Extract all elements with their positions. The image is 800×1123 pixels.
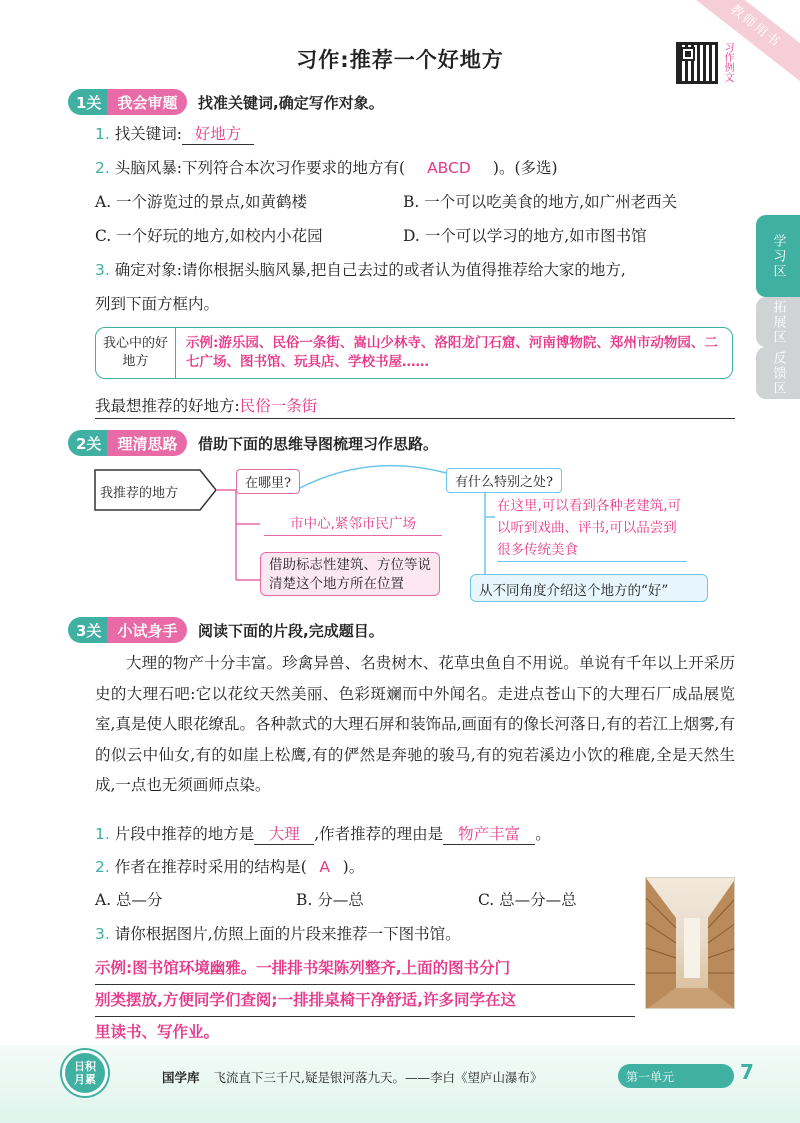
- s3-option-c: C. 总—分—总: [478, 891, 577, 909]
- favorite-places-label: 我心中的好地方: [96, 328, 176, 378]
- footer-quote-line: [162, 1068, 543, 1086]
- s1-question-2: [95, 156, 558, 178]
- s1-question-1: [95, 122, 254, 145]
- section1-label: 我会审题: [107, 89, 187, 115]
- reading-passage: 大理的物产十分丰富。珍禽异兽、名贵树木、花草虫鱼自不用说。单说有千年以上开采历史的大理石吧:它以花纹天然美丽、色彩斑斓而中外闻名。走进点苍山下的大理石厂成品展览室,真是使人眼花缭乱。各种款式的大理石屏和装饰品,画面有的像长河落日,有的若江上烟雾,有的似云中仙女,有的如崖上松鹰,有的俨然是奔驰的骏马,有的宛若溪边小饮的稚鹿,全是天然生成,一点也无须画师点染。: [95, 654, 735, 794]
- s1-option-a: A. 一个游览过的景点,如黄鹤楼: [95, 193, 307, 211]
- section1-number: 1关: [68, 89, 107, 115]
- s1-q1-answer[interactable]: 好地方: [182, 122, 254, 145]
- s3-option-b: B. 分—总: [296, 891, 364, 909]
- s3-question-2: [95, 855, 364, 877]
- section2-badge: [68, 430, 187, 456]
- special-tag: 有什么特别之处?: [446, 468, 562, 493]
- recommend-answer[interactable]: 民俗一条街: [239, 397, 318, 415]
- s1-option-b: B. 一个可以吃美食的地方,如广州老西关: [403, 193, 678, 211]
- s1-q2-answer[interactable]: ABCD: [427, 159, 471, 177]
- s3-answer-line-2: 别类摆放,方便同学们查阅;一排排桌椅干净舒适,许多同学在这: [95, 985, 635, 1017]
- s1-q2-suffix: )。(多选): [492, 159, 558, 177]
- s3-q2-answer[interactable]: A: [319, 858, 331, 876]
- s3-answer-line-3: 里读书、写作业。: [95, 1017, 635, 1049]
- s3-question-3: [95, 922, 461, 944]
- page-title: 习作:推荐一个好地方: [296, 48, 504, 72]
- footer-quote: 飞流直下三千尺,疑是银河落九天。——李白《望庐山瀑布》: [213, 1070, 543, 1085]
- teacher-edition-band: 教师用书: [679, 0, 800, 91]
- section3-label: 小试身手: [107, 617, 187, 643]
- section3-badge: [68, 617, 187, 643]
- s1-q2-text: 头脑风暴:下列符合本次习作要求的地方有(: [114, 159, 406, 177]
- section1-description: 找准关键词,确定写作对象。: [198, 94, 384, 112]
- s3-q2-number: 2.: [95, 858, 110, 876]
- favorite-places-example[interactable]: 示例:游乐园、民俗一条街、嵩山少林寺、洛阳龙门石窟、河南博物院、郑州市动物园、二七广场、图书馆、玩具店、学校书屋……: [186, 335, 718, 370]
- page-number: 7: [740, 1060, 754, 1084]
- s1-option-c: C. 一个好玩的地方,如校内小花园: [95, 227, 323, 245]
- library-photo: [645, 877, 735, 1009]
- s3-q2-text: 作者在推荐时采用的结构是(: [114, 858, 307, 876]
- tab-feedback-area[interactable]: 反馈区: [756, 347, 800, 399]
- tab-study-area[interactable]: 学习区: [756, 215, 800, 297]
- daily-line-1: 日积: [74, 1060, 96, 1073]
- s3-q1-number: 1.: [95, 825, 110, 843]
- recommend-line: [95, 394, 735, 419]
- section3-number: 3关: [68, 617, 107, 643]
- s3-q3-number: 3.: [95, 925, 110, 943]
- tab-expand-area[interactable]: 拓展区: [756, 297, 800, 347]
- unit-label: 第一单元: [618, 1064, 734, 1088]
- section2-description: 借助下面的思维导图梳理习作思路。: [198, 435, 439, 453]
- qr-code-icon[interactable]: [676, 42, 718, 84]
- s3-q3-text: 请你根据图片,仿照上面的片段来推荐一下图书馆。: [114, 925, 461, 943]
- s3-q1-end: 。: [535, 825, 551, 843]
- section1-badge: [68, 89, 187, 115]
- s1-q2-number: 2.: [95, 159, 110, 177]
- s3-q1-text-a: 片段中推荐的地方是: [114, 825, 255, 843]
- s1-question-3: [95, 258, 745, 280]
- daily-line-2: 月累: [74, 1073, 96, 1086]
- s1-option-d: D. 一个可以学习的地方,如市图书馆: [403, 227, 647, 245]
- section3-description: 阅读下面的片段,完成题目。: [198, 622, 384, 640]
- s1-q1-number: 1.: [95, 125, 110, 143]
- s3-answer-area[interactable]: [95, 953, 635, 1049]
- s3-answer-line-1: 示例:图书馆环境幽雅。一排排书架陈列整齐,上面的图书分门: [95, 953, 635, 985]
- special-answer[interactable]: 在这里,可以看到各种老建筑,可以听到戏曲、评书,可以品尝到很多传统美食: [497, 495, 687, 562]
- mind-map-root: 我推荐的地方: [100, 486, 179, 501]
- where-answer[interactable]: 市中心,紧邻市民广场: [264, 512, 442, 536]
- favorite-places-box: [95, 327, 733, 379]
- s3-q1-answer-a[interactable]: 大理: [254, 822, 314, 845]
- s3-q1-answer-b[interactable]: 物产丰富: [443, 822, 535, 845]
- qr-label: 习作例文: [722, 42, 733, 82]
- s1-q3-text-line2: 列到下面方框内。: [95, 295, 220, 313]
- s3-option-a: A. 总—分: [95, 891, 163, 909]
- section2-label: 理清思路: [107, 430, 187, 456]
- s1-q3-number: 3.: [95, 261, 110, 279]
- where-tag: 在哪里?: [236, 469, 300, 494]
- section2-number: 2关: [68, 430, 107, 456]
- s3-q2-suffix: )。: [342, 858, 365, 876]
- s1-q1-text: 找关键词:: [114, 125, 182, 143]
- s3-question-1: [95, 822, 551, 845]
- where-hint: 借助标志性建筑、方位等说清楚这个地方所在位置: [260, 552, 440, 596]
- recommend-prefix: 我最想推荐的好地方:: [95, 397, 240, 415]
- s3-q1-text-b: ,作者推荐的理由是: [314, 825, 444, 843]
- footer-label: 国学库: [162, 1070, 200, 1085]
- s1-q3-text: 确定对象:请你根据头脑风暴,把自己去过的或者认为值得推荐给大家的地方,: [114, 261, 626, 279]
- daily-accumulation-badge: [62, 1050, 108, 1096]
- special-hint: 从不同角度介绍这个地方的“好”: [470, 574, 708, 602]
